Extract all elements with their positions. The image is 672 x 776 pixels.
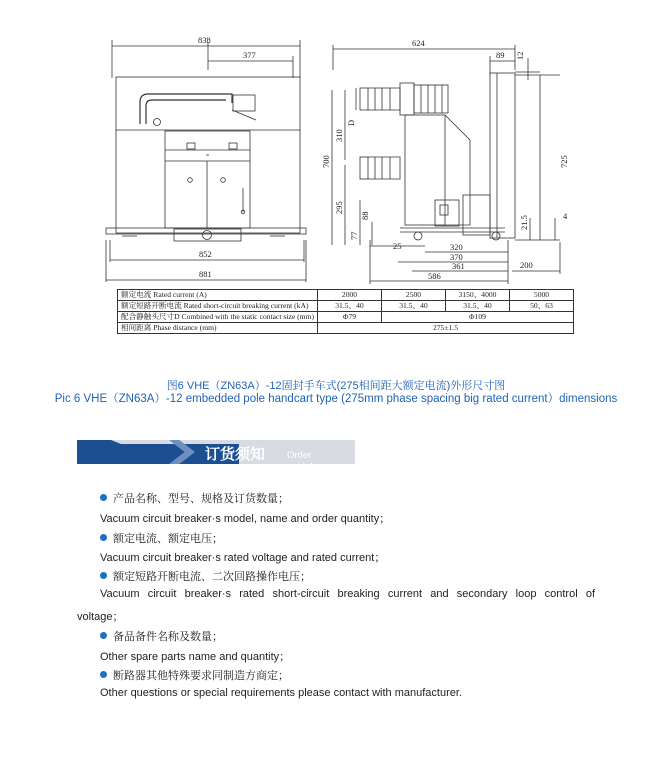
spec-table bbox=[117, 289, 574, 334]
dimension-drawing bbox=[0, 0, 672, 290]
guideline-en: Vacuum circuit breaker·s model, name and order quantity； bbox=[100, 513, 391, 525]
front-view bbox=[106, 40, 306, 282]
dim-25: 25 bbox=[393, 241, 402, 251]
guideline-cn: 额定短路开断电流、二次回路操作电压； bbox=[113, 571, 311, 583]
side-view bbox=[332, 45, 560, 284]
table-cell: 额定电流 Rated current (A) bbox=[118, 290, 318, 301]
guideline-item bbox=[100, 667, 289, 683]
dim-89: 89 bbox=[496, 50, 505, 60]
table-cell: 3150、4000 bbox=[445, 290, 509, 301]
guideline-item bbox=[100, 568, 311, 584]
dim-852: 852 bbox=[199, 249, 212, 259]
dim-361: 361 bbox=[452, 261, 465, 271]
guideline-en: Vacuum circuit breaker·s rated short-circuit breaking current and secondary loop control of bbox=[100, 588, 595, 600]
guideline-item bbox=[100, 530, 223, 546]
dim-D: D bbox=[346, 119, 356, 126]
table-cell: 31.5、40 bbox=[381, 301, 445, 312]
table-cell: 275±1.5 bbox=[317, 323, 573, 334]
bullet-icon bbox=[100, 494, 107, 501]
dim-88: 88 bbox=[360, 211, 370, 220]
dim-881: 881 bbox=[199, 269, 212, 279]
table-row bbox=[118, 312, 574, 323]
table-cell: 31.5、40 bbox=[317, 301, 381, 312]
dim-12: 12 bbox=[515, 51, 525, 60]
dim-4: 4 bbox=[563, 211, 568, 221]
dim-21-5: 21.5 bbox=[519, 215, 529, 230]
bullet-icon bbox=[100, 534, 107, 541]
table-cell: 50、63 bbox=[509, 301, 573, 312]
section-title-en: Order guidelines bbox=[287, 450, 330, 472]
dim-77: 77 bbox=[349, 231, 359, 240]
guideline-item bbox=[100, 490, 289, 506]
table-row bbox=[118, 290, 574, 301]
dim-586: 586 bbox=[428, 271, 441, 281]
figure-caption-cn: 图6 VHE（ZN63A）-12固封手车式(275相间距大额定电流)外形尺寸图 bbox=[166, 380, 506, 392]
guideline-en-continued: voltage； bbox=[77, 611, 124, 623]
dim-295: 295 bbox=[334, 201, 344, 214]
guideline-cn: 备品备件名称及数量； bbox=[113, 631, 223, 643]
dim-725: 725 bbox=[559, 155, 569, 168]
guideline-en: Other questions or special requirements please contact with manufacturer. bbox=[100, 687, 462, 699]
table-row bbox=[118, 301, 574, 312]
bullet-icon bbox=[100, 632, 107, 639]
guideline-item bbox=[100, 628, 223, 644]
table-cell: 相间距离 Phase distance (mm) bbox=[118, 323, 318, 334]
table-cell: 配合静触头尺寸D Combined with the static contact size (mm) bbox=[118, 312, 318, 323]
section-title-cn: 订货须知 bbox=[205, 446, 266, 463]
dim-200: 200 bbox=[520, 260, 533, 270]
table-cell: 31.5、40 bbox=[445, 301, 509, 312]
dim-838: 838 bbox=[198, 35, 211, 45]
dim-700: 700 bbox=[321, 155, 331, 168]
guideline-cn: 断路器其他特殊要求同制造方商定； bbox=[113, 670, 289, 682]
dim-624: 624 bbox=[412, 38, 425, 48]
dim-370: 370 bbox=[450, 252, 463, 262]
figure-caption-en: Pic 6 VHE（ZN63A）-12 embedded pole handcart type (275mm phase spacing big rated current）dimensions bbox=[54, 393, 618, 405]
dim-320: 320 bbox=[450, 242, 463, 252]
table-cell: 5000 bbox=[509, 290, 573, 301]
dim-377: 377 bbox=[243, 50, 256, 60]
table-cell: 2000 bbox=[317, 290, 381, 301]
guideline-cn: 产品名称、型号、规格及订货数量； bbox=[113, 493, 289, 505]
dim-310: 310 bbox=[334, 129, 344, 142]
guideline-en: Vacuum circuit breaker·s rated voltage and rated current； bbox=[100, 552, 386, 564]
table-row bbox=[118, 323, 574, 334]
table-cell: Φ109 bbox=[381, 312, 573, 323]
guideline-cn: 额定电流、额定电压； bbox=[113, 533, 223, 545]
table-cell: 2500 bbox=[381, 290, 445, 301]
bullet-icon bbox=[100, 671, 107, 678]
guideline-en: Other spare parts name and quantity； bbox=[100, 651, 291, 663]
section-header bbox=[77, 440, 355, 472]
bullet-icon bbox=[100, 572, 107, 579]
table-cell: 额定短路开断电流 Rated short-circuit breaking current (kA) bbox=[118, 301, 318, 312]
table-cell: Φ79 bbox=[317, 312, 381, 323]
